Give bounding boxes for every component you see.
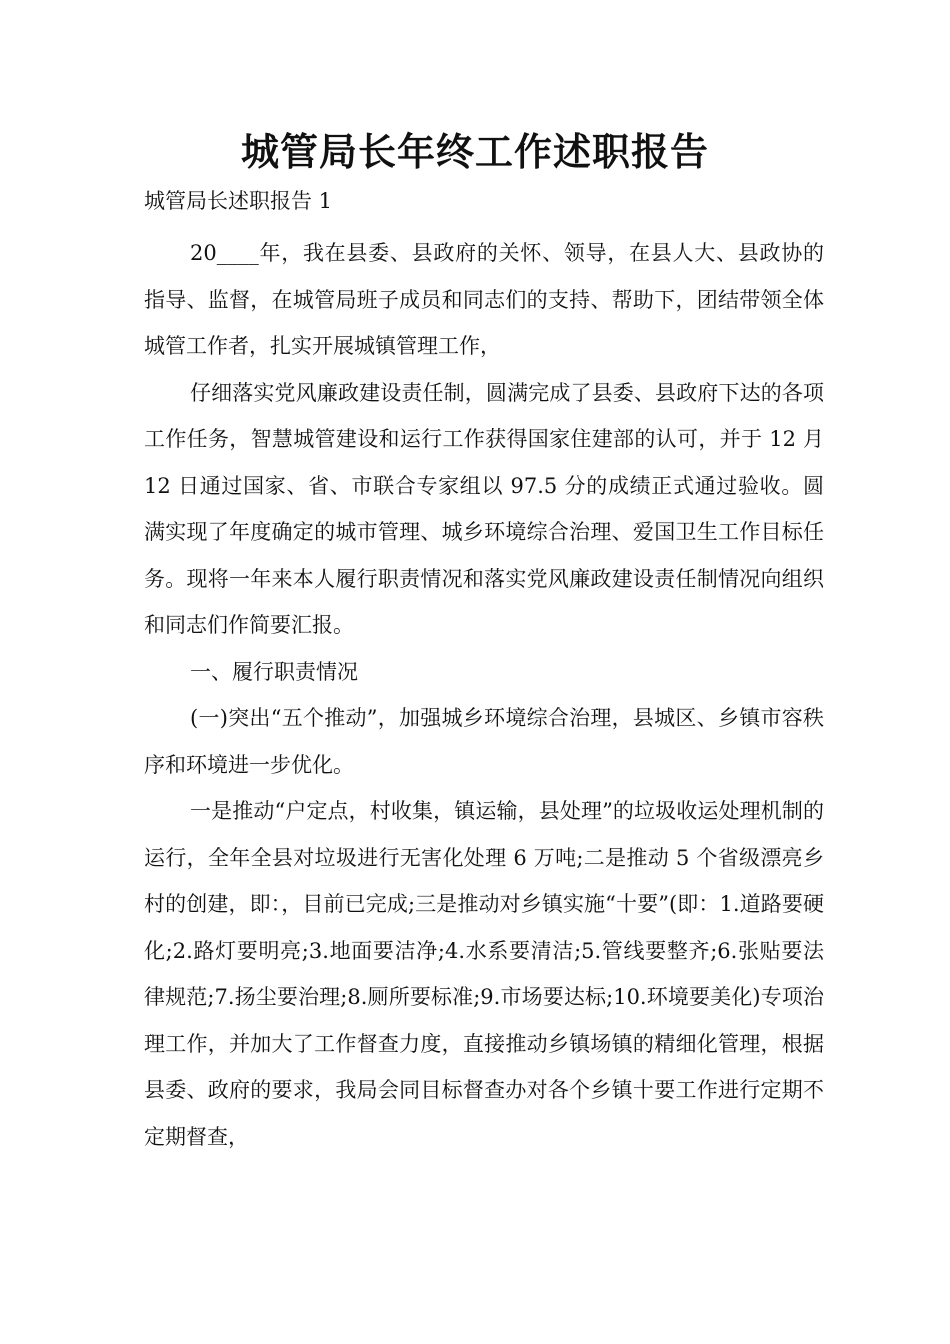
subsection-heading: (一)突出“五个推动”，加强城乡环境综合治理，县城区、乡镇市容秩序和环境进一步优化。	[144, 706, 824, 777]
paragraph-summary: 仔细落实党风廉政建设责任制，圆满完成了县委、县政府下达的各项工作任务，智慧城管建设和运行工作获得国家住建部的认可，并于 12 月 12 日通过国家、省、市联合专家组以 97.5 分的成绩正式通过验收。圆满实现了年度确定的城市管理、城乡环境综合治理、爱国卫生工作目标任务。现将一年来本人履行职责情况和落实党风廉政建设责任制情况向组织和同志们作简要汇报。	[144, 380, 824, 637]
document-body	[144, 230, 824, 1160]
document-title: 城管局长年终工作述职报告	[240, 130, 709, 174]
document-subtitle: 城管局长述职报告 1	[144, 189, 333, 213]
paragraph-intro: 20____年，我在县委、县政府的关怀、领导，在县人大、县政协的指导、监督，在城管局班子成员和同志们的支持、帮助下，团结带领全体城管工作者，扎实开展城镇管理工作，	[144, 241, 824, 358]
paragraph-details: 一是推动“户定点，村收集，镇运输，县处理”的垃圾收运处理机制的运行，全年全县对垃圾进行无害化处理 6 万吨;二是推动 5 个省级漂亮乡村的创建，即：，目前已完成;三是推动对乡镇实施“十要”(即：1.道路要硬化;2.路灯要明亮;3.地面要洁净;4.水系要清洁;5.管线要整齐;6.张贴要法律规范;7.扬尘要治理;8.厕所要标准;9.市场要达标;10.环境要美化)专项治理工作，并加大了工作督查力度，直接推动乡镇场镇的精细化管理，根据县委、政府的要求，我局会同目标督查办对各个乡镇十要工作进行定期不定期督查，	[144, 799, 824, 1149]
section-heading: 一、履行职责情况	[190, 659, 358, 684]
